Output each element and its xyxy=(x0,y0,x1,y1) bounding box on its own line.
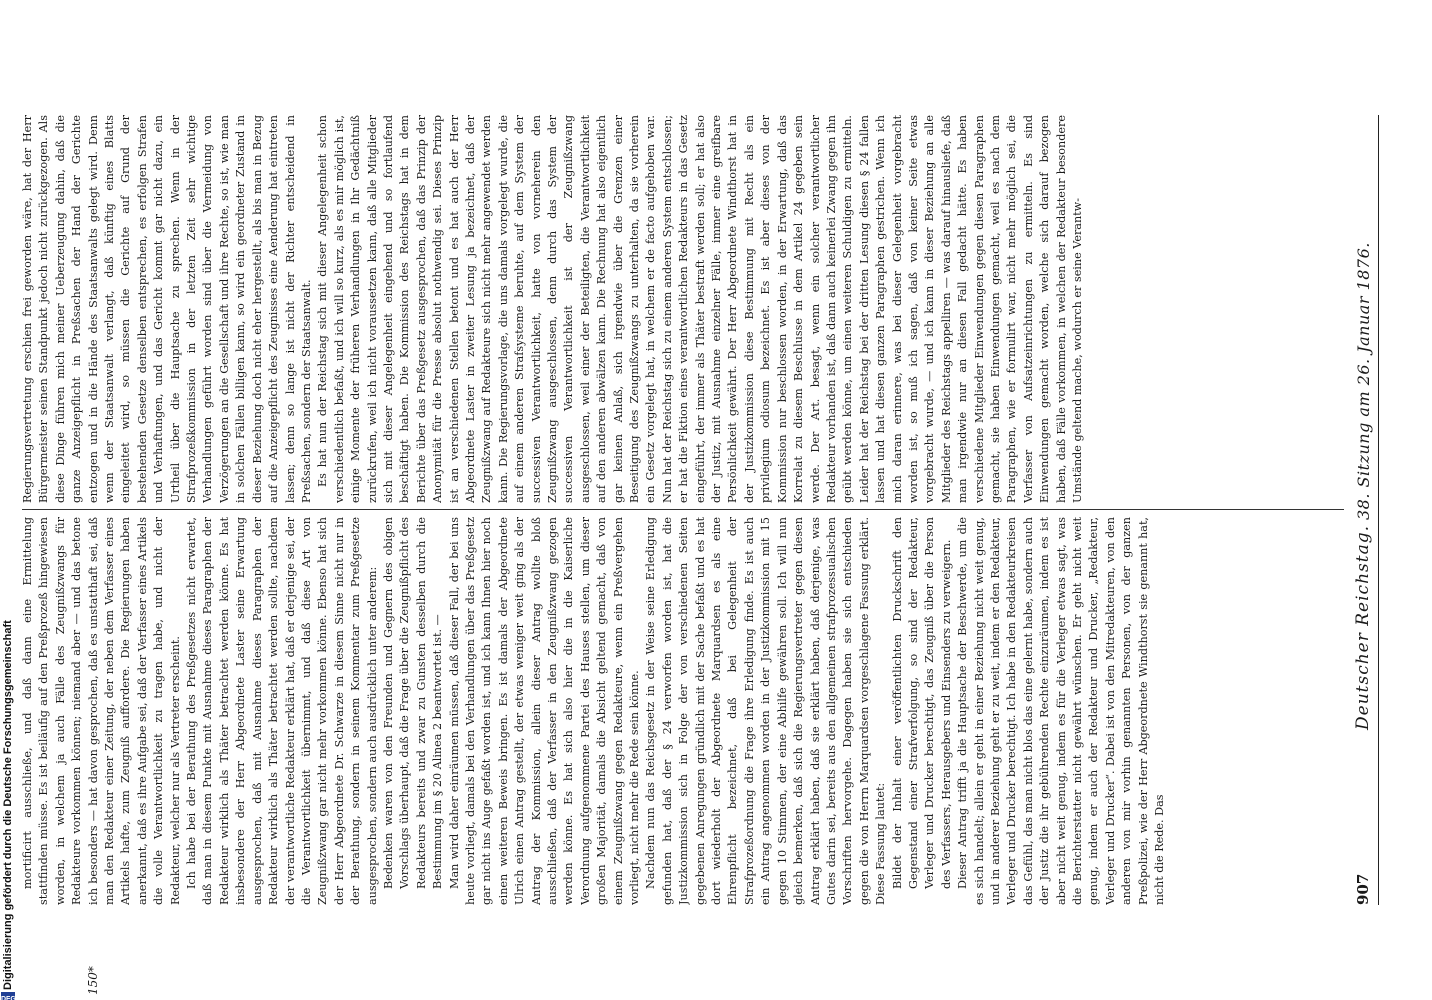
digitization-watermark xyxy=(0,610,16,1000)
column-divider xyxy=(22,509,1344,510)
paragraph: Regierungsvertretung erschien frei geworden wäre, hat der Herr Bürgermeister seinen Standpunkt jedoch nicht zurückgezogen. Als diese Dinge führen mich meiner Ueberzeugung dahin, daß die ganze Anzeigepflicht in Preßsachen der Hand der Gerichte entzogen und in die Hände des Staatsanwalts gelegt wird. Denn wenn der Staatsanwalt verlangt, daß künftig eines Blatts eingeleitet wird, so müssen die Gerichte auf Grund der bestehenden Gesetze denselben entsprechen, es erfolgen Strafen und Verhaftungen, und das Gericht kommt gar nicht dazu, ein Urtheil über die Hauptsache zu sprechen. Wenn in der Strafprozeßkommission in der letzten Zeit sehr wichtige Verhandlungen geführt worden sind über die Vermeidung von Verzögerungen an die Gesellschaft und ihre Rechte, so ist, wie man in solchen Fällen billigen kann, so wird ein geordneter Zustand in dieser Beziehung doch nicht eher hergestellt, als bis man in Bezug auf die Anzeigepflicht des Zeugnisses eine Aenderung hat eintreten lassen; denn so lange ist nicht der Richter entscheidend in Preßsachen, sondern der Staatsanwalt. xyxy=(21,115,313,503)
page-title: Deutscher Reichstag. xyxy=(1353,525,1373,730)
session-title: 38. Sitzung am 26. Januar 1876. xyxy=(1354,242,1373,520)
page-number: 907 xyxy=(1354,873,1372,905)
paragraph: Es hat nun der Reichstag sich mit dieser Angelegenheit schon verschiedentlich befaßt, und ich will so kurz, als es mir möglich ist, einige Momente der früheren Verhandlungen in Ihr Gedächtniß zurückrufen, weil ich nicht voraussetzen kann, daß alle Mitglieder sich mit dieser Angelegenheit eingehend und so fortlaufend beschäftigt haben. Die Kommission des Reichstags hat in dem Berichte über das Preßgesetz ausgesprochen, daß das Prinzip der Anonymität für die Presse absolut nothwendig sei. Dieses Prinzip ist an verschiedenen Stellen betont und es hat auch der Herr Abgeordnete Laster in zweiter Lesung ja bezeichnet, daß der Zeugnißzwang auf Redakteure sich nicht mehr angewendet werden kann. Die Regierungsvorlage, die uns damals vorgelegt wurde, die auf einem anderen Strafsysteme beruhte, auf dem System der successiven Verantwortlichkeit, hatte von vorneherein den Zeugnißzwang ausgeschlossen, denn durch das System der successiven Verantwortlichkeit ist der Zeugnißzwang ausgeschlossen, weil einer der Beteiligten, die Verantwortlichkeit auf den anderen abwälzen kann. Die Rechnung hat also eigentlich gar keinen Anlaß, sich irgendwie über die Grenzen einer Beseitigung des Zeugnißzwangs zu unterhalten, da sie vorherein ein Gesetz vorgelegt hat, in welchem er de facto aufgehoben war. Nun hat der Reichstag sich zu einem anderen System entschlossen; er hat die Fiktion eines verantwortlichen Redakteurs in das Gesetz eingeführt, der immer als Thäter bestraft werden soll; er hat also der Justiz, mit Ausnahme einzelner Fälle, immer eine greifbare Persönlichkeit gewährt. Der Herr Abgeordnete Windthorst hat in der Justizkommission diese Bestimmung mit Recht als ein privilegium odiosum bezeichnet. Es ist aber dieses von der Kommission nur beschlossen worden, in der Erwartung, daß das Korrelat zu diesem Beschlusse in dem Artikel 24 gegeben sein werde. Der Art. besagt, wenn ein solcher verantwortlicher Redakteur vorhanden ist, daß dann auch keinerlei Zwang gegen ihn geübt werden könne, um einen weiteren Schuldigen zu ermitteln. Leider hat der Reichstag bei der dritten Lesung diesen § 24 fallen lassen und hat diesen ganzen Paragraphen gestrichen. Wenn ich mich daran erinnere, was bei dieser Gelegenheit vorgebracht worden ist, so muß ich sagen, daß von keiner Seite etwas vorgebracht wurde, — und ich kann in dieser Beziehung an alle Mitglieder des Reichstags appelliren — was darauf hinausliefe, daß man irgendwie nur an diesen Fall gedacht hätte. Es haben verschiedene Mitglieder Einwendungen gegen diesen Paragraphen gemacht, sie haben Einwendungen gemacht, weil es nach dem Paragraphen, wie er formulirt war, nicht mehr möglich sei, die Verfasser von Aufsatzeinrichtungen zu ermitteln. Es sind Einwendungen gemacht worden, welche sich darauf bezogen haben, daß Fälle vorkommen, in welchen der Redakteur besondere Umstände geltend mache, wodurch er seine Verantw- xyxy=(316,115,1084,503)
text-column-left xyxy=(20,517,1342,905)
paragraph: Man wird daher einräumen müssen, daß dieser Fall, der bei uns heute vorliegt, damals bei den Verhandlungen über das Preßgesetz gar nicht ins Auge gefaßt worden ist, und ich kann Ihnen hier noch einen weiteren Beweis bringen. Es ist damals der Abgeordnete Ulrich einen Antrag gestellt, der etwas weniger weit ging als der Antrag der Kommission, allein dieser Antrag wollte bloß ausschließen, daß der Verfasser in den Zeugnißzwang gezogen werden könne. Es hat sich also hier die in die Kaiserliche Verordnung aufgenommene Partei des Hauses stellen, um dieser großen Majorität, damals die Absicht geltend gemacht, daß von einem Zeugnißzwang gegen Redakteure, wenn ein Preßvergehen vorliegt, nicht mehr die Rede sein könne. xyxy=(447,517,642,905)
page-header xyxy=(1352,115,1379,905)
quoted-paragraph: Bedenken waren von den Freunden und Gegnern des obigen Vorschlags überhaupt, daß die Frage über die Zeugnißpflicht des Redakteurs bereits und zwar zu Gunsten desselben durch die Bestimmung im § 20 Alinea 2 beantwortet ist. — xyxy=(381,517,445,889)
watermark-text: Digitalisierung gefördert durch die Deutsche Forschungsgemeinschaft xyxy=(2,620,14,990)
dfg-logo-icon: DFG xyxy=(1,992,15,1000)
paragraph: Ich habe bei der Berathung des Preßgesetzes nicht erwartet, daß man in diesem Punkte mit Ausnahme dieses Paragraphen der Redakteur wirklich als Thäter betrachtet werden könne. Es hat insbesondere der Herr Abgeordnete Laster seine Erwartung ausgesprochen, daß mit Ausnahme dieses Paragraphen der Redakteur wirklich als Thäter betrachtet werden sollte, nachdem der verantwortliche Redakteur erklärt hat, daß er derjenige sei, der die Verantwortlichkeit übernimmt, und daß diese Art von Zeugnißzwang gar nicht mehr vorkommen könne. Ebenso hat sich der Herr Abgeordnete Dr. Schwarze in diesem Sinne nicht nur in der Berathung, sondern in seinem Kommentar zum Preßgesetze ausgesprochen, sondern auch ausdrücklich unter anderem: xyxy=(185,517,379,905)
paragraph: mortificirt ausschließe, und daß dann eine Ermittelung stattfinden müsse. Es ist beiläufig auf den Preßprozeß hingewiesen worden, in welchem ja auch Fälle des Zeugnißzwangs für Redakteure vorkommen können; niemand aber — und das betone ich besonders — hat davon gesprochen, daß es unstatthaft sei, daß man den Redakteur einer Zeitung, der neben dem Verfasser eines Artikels hafte, zum Zeugniß auffordere. Die Regierungen haben anerkannt, daß es ihre Aufgabe sei, daß der Verfasser eines Artikels die volle Verantwortlichkeit zu tragen habe, und nicht der Redakteur, welcher nur als Vertreter erscheint. xyxy=(21,517,182,905)
paragraph: Nachdem nun das Reichsgesetz in der Weise seine Erledigung gefunden hat, daß der § 24 verworfen worden ist, hat die Justizkommission sich in Folge der von verschiedenen Seiten gegebenen Anregungen gründlich mit der Sache befaßt und es hat dort wiederholt der Abgeordnete Marquardsen es als eine Ehrenpflicht bezeichnet, daß bei Gelegenheit der Strafprozeßordnung die Frage ihre Erledigung finde. Es ist auch ein Antrag angenommen worden in der Justizkommission mit 15 gegen 10 Stimmen, der eine Abhilfe gewähren soll. Ich will nun gleich bemerken, daß sich die Regierungsvertreter gegen diesen Antrag erklärt haben, daß sie erklärt haben, daß derjenige, was Gutes darin sei, bereits aus den allgemeinen strafprozessualischen Vorschriften hervorgehe. Dagegen haben sie sich entschieden gegen die von Herrn Marquardsen vorgeschlagene Fassung erklärt. Diese Fassung lautet: xyxy=(644,517,888,905)
quoted-paragraph: Bildet der Inhalt einer veröffentlichten Druckschrift den Gegenstand einer Strafverfolgung, so sind der Redakteur, Verleger und Drucker berechtigt, das Zeugniß über die Person des Verfassers, Herausgebers und Einsenders zu verweigern. xyxy=(890,517,953,889)
paragraph: Dieser Antrag trifft ja die Hauptsache der Beschwerde, um die es sich handelt; allein er geht in einer Beziehung nicht weit genug, und in anderer Beziehung geht er zu weit, indem er den Redakteur, Verleger und Drucker berechtigt. Ich habe in den Redakteurkreisen das Gefühl, das man nicht blos das eine gelernt habe, sondern auch der Justiz die ihr gebührenden Rechte einzuräumen, indem es ist aber nicht weit genug, indem es für die Verleger etwas sagt, was die Berichterstatter nicht gewährt wünschen. Er geht nicht weit genug, indem er auch der Redakteur und Drucker, „Redakteur, Verleger und Drucker“. Dabei ist von den Mitredakteuren, von den anderen von mir vorhin genannten Personen, von der ganzen Preßpolizei, wie der Herr Abgeordnete Windthorst sie genannt hat, nicht die Rede. Das xyxy=(956,517,1167,905)
text-column-right xyxy=(20,115,1342,503)
page-signature-code: 150* xyxy=(86,966,100,995)
